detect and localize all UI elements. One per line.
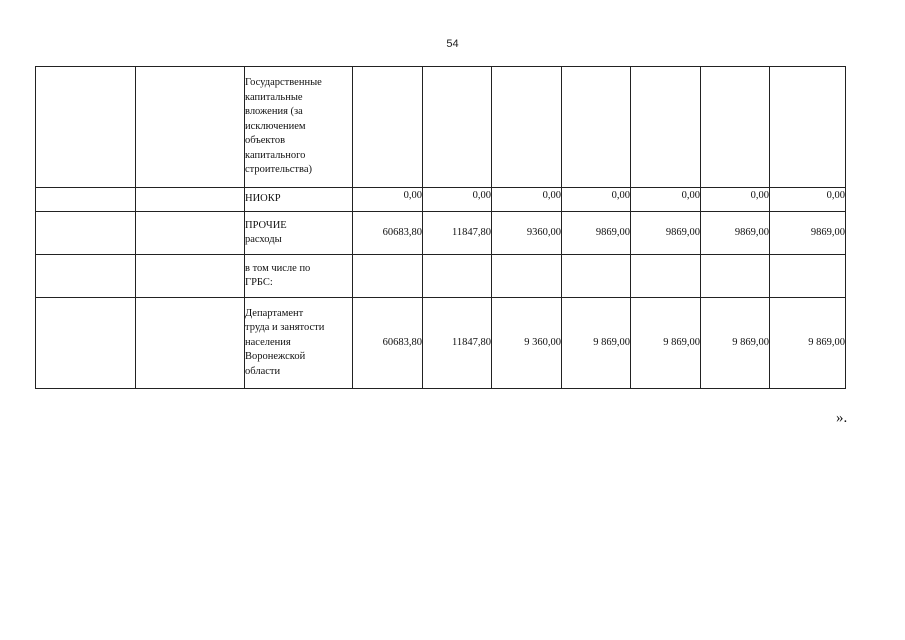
table-row-other-expenses — [36, 212, 846, 255]
value-cell: 9869,00 — [631, 212, 701, 255]
value-cell: 9 869,00 — [631, 298, 701, 389]
empty-cell — [136, 212, 245, 255]
value-cell: 0,00 — [562, 188, 631, 212]
empty-cell — [136, 188, 245, 212]
value-cell — [701, 255, 770, 298]
empty-cell — [36, 255, 136, 298]
value-cell — [631, 255, 701, 298]
row-label: Департамент труда и занятости населения Воронежской области — [245, 298, 353, 389]
value-cell — [770, 255, 846, 298]
value-cell: 0,00 — [353, 188, 423, 212]
value-cell — [353, 67, 423, 188]
empty-cell — [36, 212, 136, 255]
value-cell: 11847,80 — [423, 212, 492, 255]
value-cell: 9 360,00 — [492, 298, 562, 389]
value-cell — [631, 67, 701, 188]
row-label: ПРОЧИЕ расходы — [245, 212, 353, 255]
value-cell: 9869,00 — [562, 212, 631, 255]
empty-cell — [136, 67, 245, 188]
table-row-grbs-heading — [36, 255, 846, 298]
value-cell: 11847,80 — [423, 298, 492, 389]
value-cell: 0,00 — [423, 188, 492, 212]
empty-cell — [36, 298, 136, 389]
value-cell — [492, 67, 562, 188]
value-cell: 9869,00 — [770, 212, 846, 255]
value-cell: 0,00 — [701, 188, 770, 212]
value-cell — [701, 67, 770, 188]
empty-cell — [136, 298, 245, 389]
value-cell — [423, 255, 492, 298]
value-cell: 0,00 — [770, 188, 846, 212]
empty-cell — [36, 188, 136, 212]
row-label: НИОКР — [245, 188, 353, 212]
value-cell: 9 869,00 — [770, 298, 846, 389]
empty-cell — [36, 67, 136, 188]
closing-quote-mark: ». — [836, 410, 848, 426]
value-cell — [770, 67, 846, 188]
table-row-niokr — [36, 188, 846, 212]
table-row-labor-department — [36, 298, 846, 389]
value-cell: 9 869,00 — [562, 298, 631, 389]
value-cell — [562, 255, 631, 298]
row-label: Государственные капитальные вложения (за исключением объектов капитального строительства) — [245, 67, 353, 188]
value-cell: 9 869,00 — [701, 298, 770, 389]
value-cell: 9360,00 — [492, 212, 562, 255]
value-cell — [562, 67, 631, 188]
table-row-capital-investments — [36, 67, 846, 188]
row-label: в том числе по ГРБС: — [245, 255, 353, 298]
empty-cell — [136, 255, 245, 298]
value-cell: 60683,80 — [353, 212, 423, 255]
budget-table — [35, 66, 846, 389]
value-cell: 9869,00 — [701, 212, 770, 255]
value-cell — [423, 67, 492, 188]
value-cell: 0,00 — [631, 188, 701, 212]
page-number: 54 — [446, 38, 459, 50]
value-cell — [353, 255, 423, 298]
value-cell — [492, 255, 562, 298]
value-cell: 60683,80 — [353, 298, 423, 389]
value-cell: 0,00 — [492, 188, 562, 212]
